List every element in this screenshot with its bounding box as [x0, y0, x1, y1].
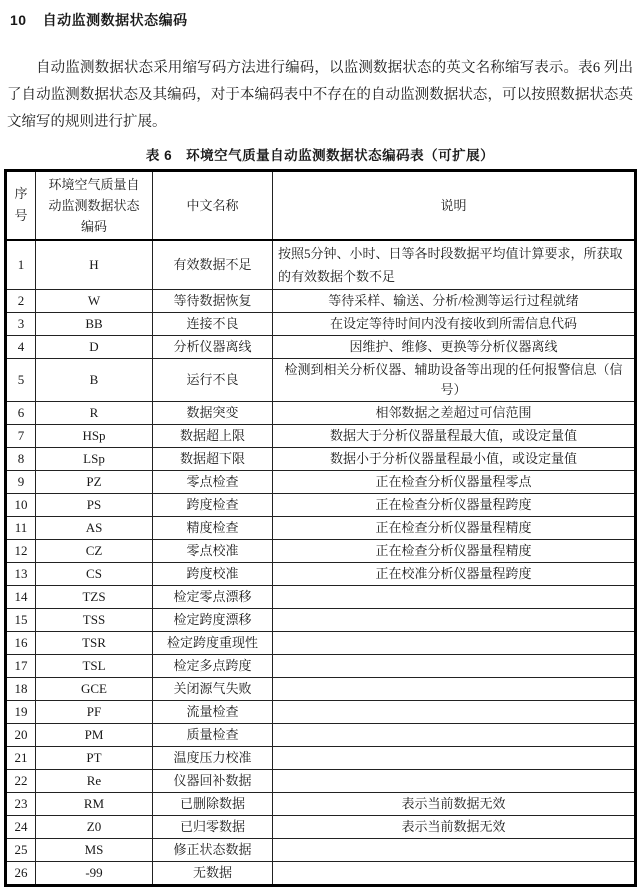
- cell-desc: 表示当前数据无效: [273, 815, 636, 838]
- cell-name: 检定跨度漂移: [153, 608, 273, 631]
- table-row: [6, 861, 636, 885]
- cell-code: AS: [36, 516, 153, 539]
- table-row: [6, 240, 636, 290]
- table-row: [6, 493, 636, 516]
- cell-desc: [273, 861, 636, 885]
- cell-no: 3: [6, 312, 36, 335]
- cell-desc: 因维护、维修、更换等分析仪器离线: [273, 335, 636, 358]
- cell-name: 修正状态数据: [153, 838, 273, 861]
- cell-code: PS: [36, 493, 153, 516]
- cell-name: 已归零数据: [153, 815, 273, 838]
- cell-no: 10: [6, 493, 36, 516]
- cell-code: W: [36, 289, 153, 312]
- cell-no: 7: [6, 424, 36, 447]
- cell-code: BB: [36, 312, 153, 335]
- cell-no: 14: [6, 585, 36, 608]
- cell-code: MS: [36, 838, 153, 861]
- col-header-name: 中文名称: [153, 171, 273, 240]
- cell-desc: 在设定等待时间内没有接收到所需信息代码: [273, 312, 636, 335]
- intro-paragraph: 自动监测数据状态采用缩写码方法进行编码，以监测数据状态的英文名称缩写表示。表6 列出了自动监测数据状态及其编码，对于本编码表中不存在的自动监测数据状态，可以按照数据状态英文缩写的规则进行扩展。: [7, 60, 633, 130]
- cell-desc: [273, 769, 636, 792]
- table-row: [6, 516, 636, 539]
- status-code-table: [4, 169, 637, 887]
- cell-name: 数据超上限: [153, 424, 273, 447]
- cell-name: 跨度检查: [153, 493, 273, 516]
- table-caption: 表 6 环境空气质量自动监测数据状态编码表（可扩展）: [145, 148, 495, 163]
- cell-name: 无数据: [153, 861, 273, 885]
- cell-name: 零点校准: [153, 539, 273, 562]
- table-row: [6, 700, 636, 723]
- cell-desc: [273, 746, 636, 769]
- cell-no: 5: [6, 358, 36, 401]
- cell-desc: [273, 677, 636, 700]
- cell-code: GCE: [36, 677, 153, 700]
- col-header-desc: 说明: [273, 171, 636, 240]
- cell-desc: 等待采样、输送、分析/检测等运行过程就绪: [273, 289, 636, 312]
- table-row: [6, 358, 636, 401]
- cell-desc: [273, 838, 636, 861]
- table-row: [6, 470, 636, 493]
- cell-no: 23: [6, 792, 36, 815]
- cell-desc: [273, 723, 636, 746]
- cell-name: 仪器回补数据: [153, 769, 273, 792]
- cell-code: Re: [36, 769, 153, 792]
- cell-code: PT: [36, 746, 153, 769]
- cell-name: 数据超下限: [153, 447, 273, 470]
- table-row: [6, 608, 636, 631]
- table-row: [6, 631, 636, 654]
- cell-code: CZ: [36, 539, 153, 562]
- table-row: [6, 401, 636, 424]
- cell-no: 24: [6, 815, 36, 838]
- table-row: [6, 312, 636, 335]
- cell-code: TSR: [36, 631, 153, 654]
- table-row: [6, 562, 636, 585]
- table-row: [6, 677, 636, 700]
- cell-name: 质量检查: [153, 723, 273, 746]
- cell-no: 1: [6, 240, 36, 290]
- cell-code: Z0: [36, 815, 153, 838]
- table-header-row: [6, 171, 636, 240]
- cell-name: 有效数据不足: [153, 240, 273, 290]
- cell-desc: 正在检查分析仪器量程精度: [273, 539, 636, 562]
- cell-no: 21: [6, 746, 36, 769]
- table-row: [6, 289, 636, 312]
- cell-name: 等待数据恢复: [153, 289, 273, 312]
- cell-no: 6: [6, 401, 36, 424]
- cell-no: 19: [6, 700, 36, 723]
- section-title: 自动监测数据状态编码: [42, 12, 188, 28]
- table-row: [6, 792, 636, 815]
- table-row: [6, 424, 636, 447]
- table-row: [6, 723, 636, 746]
- cell-no: 9: [6, 470, 36, 493]
- cell-no: 8: [6, 447, 36, 470]
- cell-name: 关闭源气失败: [153, 677, 273, 700]
- cell-desc: 检测到相关分析仪器、辅助设备等出现的任何报警信息（信号）: [273, 358, 636, 401]
- cell-code: D: [36, 335, 153, 358]
- cell-code: TSL: [36, 654, 153, 677]
- cell-code: PZ: [36, 470, 153, 493]
- cell-code: -99: [36, 861, 153, 885]
- table-header: [6, 171, 636, 240]
- cell-name: 检定零点漂移: [153, 585, 273, 608]
- table-row: [6, 654, 636, 677]
- cell-code: HSp: [36, 424, 153, 447]
- cell-no: 11: [6, 516, 36, 539]
- section-number: 10: [10, 12, 27, 28]
- table-row: [6, 815, 636, 838]
- cell-name: 连接不良: [153, 312, 273, 335]
- cell-desc: 正在校准分析仪器量程跨度: [273, 562, 636, 585]
- cell-desc: 按照5分钟、小时、日等各时段数据平均值计算要求，所获取的有效数据个数不足: [273, 240, 636, 290]
- cell-name: 数据突变: [153, 401, 273, 424]
- cell-desc: 数据小于分析仪器量程最小值，或设定量值: [273, 447, 636, 470]
- table-row: [6, 335, 636, 358]
- cell-no: 18: [6, 677, 36, 700]
- cell-desc: 数据大于分析仪器量程最大值，或设定量值: [273, 424, 636, 447]
- cell-name: 检定跨度重现性: [153, 631, 273, 654]
- cell-code: CS: [36, 562, 153, 585]
- section-heading: [10, 10, 636, 30]
- cell-no: 17: [6, 654, 36, 677]
- cell-no: 25: [6, 838, 36, 861]
- cell-desc: [273, 631, 636, 654]
- table-row: [6, 447, 636, 470]
- cell-code: PF: [36, 700, 153, 723]
- cell-desc: 相邻数据之差超过可信范围: [273, 401, 636, 424]
- cell-desc: 正在检查分析仪器量程精度: [273, 516, 636, 539]
- cell-name: 温度压力校准: [153, 746, 273, 769]
- cell-name: 检定多点跨度: [153, 654, 273, 677]
- cell-no: 13: [6, 562, 36, 585]
- col-header-no: 序号: [6, 171, 36, 240]
- cell-desc: 正在检查分析仪器量程跨度: [273, 493, 636, 516]
- cell-code: R: [36, 401, 153, 424]
- cell-name: 流量检查: [153, 700, 273, 723]
- cell-name: 零点检查: [153, 470, 273, 493]
- cell-name: 精度检查: [153, 516, 273, 539]
- col-header-code: 环境空气质量自动监测数据状态编码: [36, 171, 153, 240]
- cell-no: 12: [6, 539, 36, 562]
- cell-name: 分析仪器离线: [153, 335, 273, 358]
- table-row: [6, 539, 636, 562]
- cell-code: TZS: [36, 585, 153, 608]
- cell-desc: [273, 585, 636, 608]
- cell-desc: [273, 700, 636, 723]
- status-table-body: [6, 240, 636, 886]
- cell-code: TSS: [36, 608, 153, 631]
- cell-no: 2: [6, 289, 36, 312]
- cell-code: B: [36, 358, 153, 401]
- cell-desc: 正在检查分析仪器量程零点: [273, 470, 636, 493]
- cell-code: LSp: [36, 447, 153, 470]
- cell-desc: [273, 608, 636, 631]
- cell-no: 22: [6, 769, 36, 792]
- table-row: [6, 838, 636, 861]
- table-row: [6, 585, 636, 608]
- cell-desc: [273, 654, 636, 677]
- cell-no: 20: [6, 723, 36, 746]
- cell-code: RM: [36, 792, 153, 815]
- cell-no: 4: [6, 335, 36, 358]
- cell-no: 26: [6, 861, 36, 885]
- cell-name: 运行不良: [153, 358, 273, 401]
- cell-no: 15: [6, 608, 36, 631]
- cell-code: H: [36, 240, 153, 290]
- cell-no: 16: [6, 631, 36, 654]
- cell-desc: 表示当前数据无效: [273, 792, 636, 815]
- cell-name: 跨度校准: [153, 562, 273, 585]
- cell-name: 已删除数据: [153, 792, 273, 815]
- table-row: [6, 769, 636, 792]
- cell-code: PM: [36, 723, 153, 746]
- table-row: [6, 746, 636, 769]
